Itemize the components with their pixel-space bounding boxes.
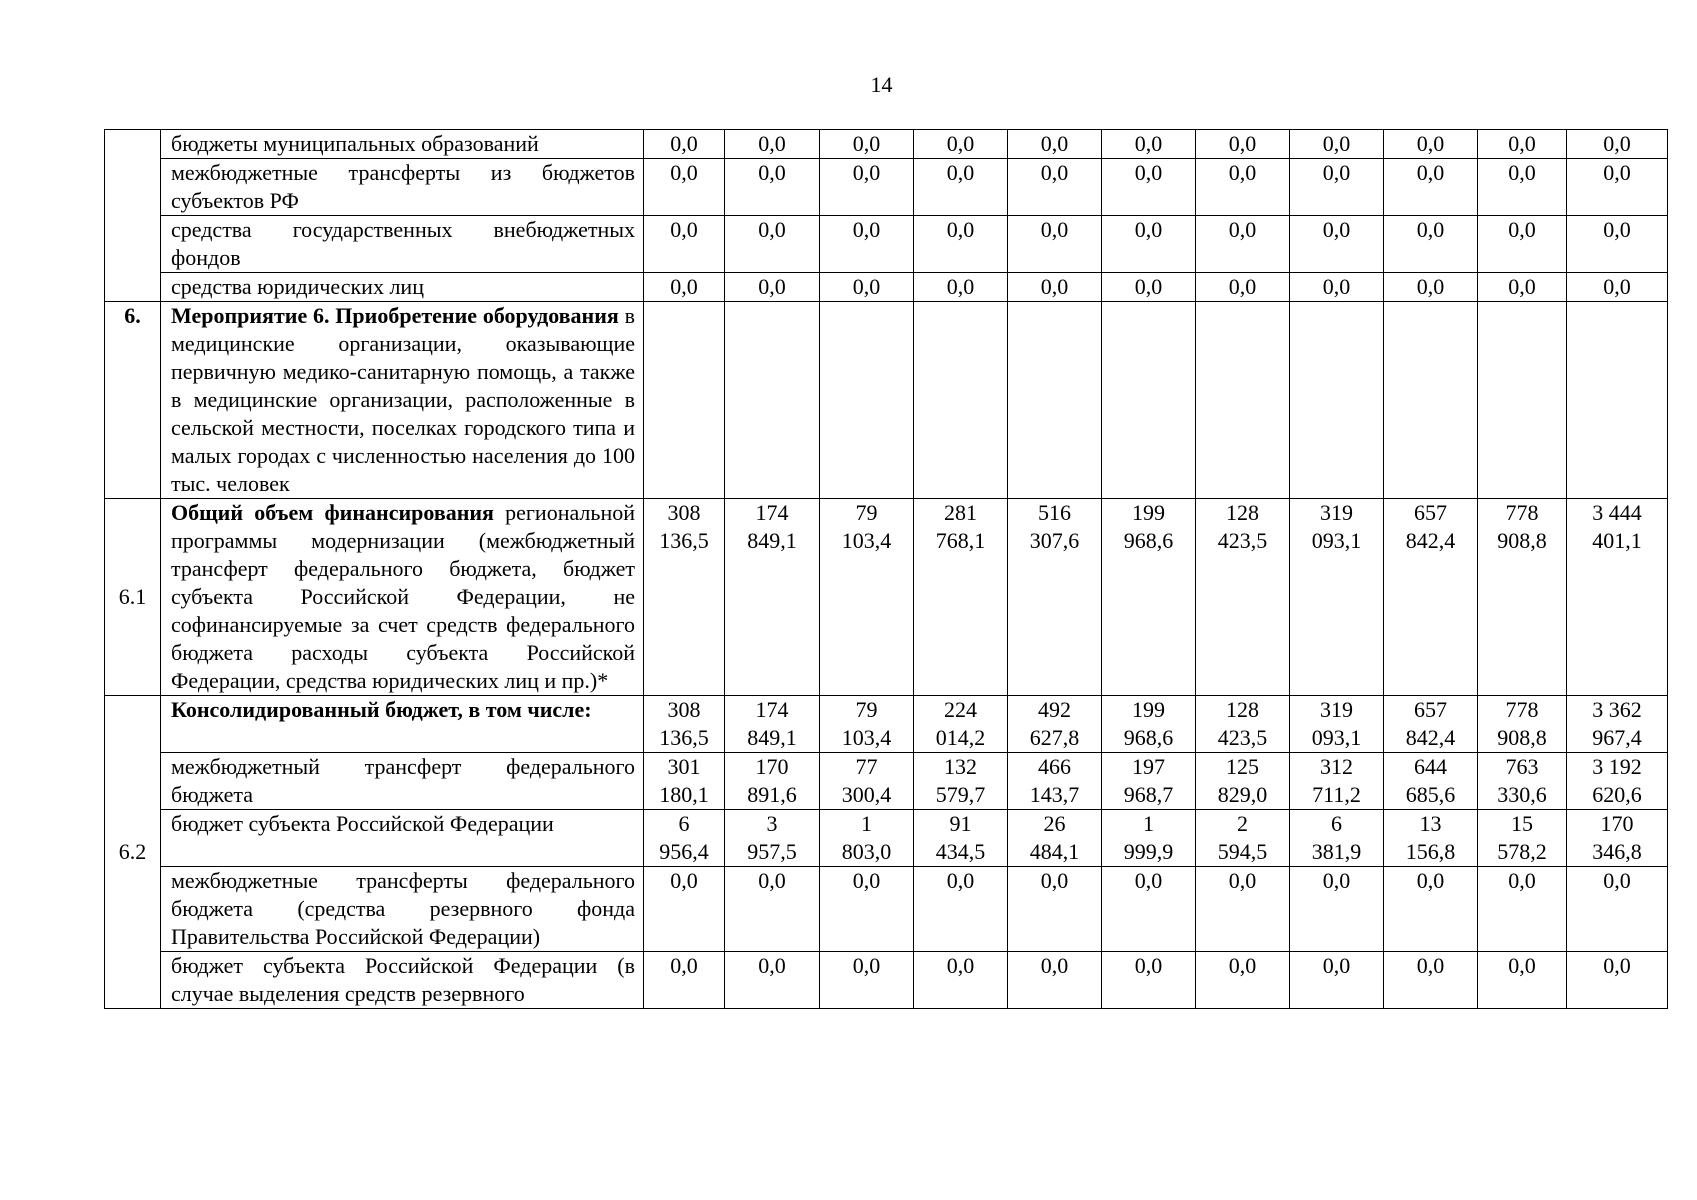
table-row: [105, 273, 1668, 302]
description-cell: межбюджетный трансферт федерального бюджета: [161, 753, 644, 810]
value-cell: 0,0: [820, 130, 914, 159]
value-cell: 0,0: [644, 867, 725, 952]
value-cell: 281 768,1: [914, 499, 1008, 696]
value-cell: 0,0: [1478, 130, 1567, 159]
value-cell: 128 423,5: [1196, 499, 1290, 696]
value-cell: 0,0: [1384, 159, 1478, 216]
value-cell: 0,0: [1290, 159, 1384, 216]
value-cell: 657 842,4: [1384, 499, 1478, 696]
value-cell: 0,0: [644, 952, 725, 1009]
value-cell: 170 891,6: [725, 753, 820, 810]
value-cell: [914, 302, 1008, 499]
value-cell: 0,0: [1567, 867, 1668, 952]
value-cell: 3 362 967,4: [1567, 696, 1668, 753]
value-cell: 224 014,2: [914, 696, 1008, 753]
value-cell: 644 685,6: [1384, 753, 1478, 810]
value-cell: 0,0: [1567, 952, 1668, 1009]
value-cell: 0,0: [820, 216, 914, 273]
description-cell: [161, 499, 644, 696]
value-cell: [1478, 302, 1567, 499]
value-cell: 0,0: [820, 952, 914, 1009]
value-cell: 125 829,0: [1196, 753, 1290, 810]
value-cell: 0,0: [725, 216, 820, 273]
value-cell: [1196, 302, 1290, 499]
value-cell: 2 594,5: [1196, 810, 1290, 867]
row-number-cell: [105, 130, 161, 302]
value-cell: 0,0: [1008, 952, 1102, 1009]
table-row: [105, 753, 1668, 810]
value-cell: [644, 302, 725, 499]
table-row: [105, 696, 1668, 753]
value-cell: 1 999,9: [1102, 810, 1196, 867]
value-cell: 301 180,1: [644, 753, 725, 810]
value-cell: 0,0: [1567, 159, 1668, 216]
value-cell: [1102, 302, 1196, 499]
value-cell: 0,0: [1384, 216, 1478, 273]
value-cell: 0,0: [1290, 216, 1384, 273]
value-cell: 0,0: [1102, 952, 1196, 1009]
value-cell: 0,0: [1290, 273, 1384, 302]
value-cell: 91 434,5: [914, 810, 1008, 867]
value-cell: 778 908,8: [1478, 696, 1567, 753]
value-cell: 0,0: [1008, 216, 1102, 273]
table-row: [105, 159, 1668, 216]
description-cell: [161, 302, 644, 499]
value-cell: 0,0: [1290, 130, 1384, 159]
value-cell: 6 381,9: [1290, 810, 1384, 867]
row-number-cell: 6.2: [105, 696, 161, 1009]
description-cell: средства государственных внебюджетных фондов: [161, 216, 644, 273]
value-cell: 0,0: [725, 130, 820, 159]
value-cell: 319 093,1: [1290, 499, 1384, 696]
value-cell: 79 103,4: [820, 499, 914, 696]
value-cell: 199 968,6: [1102, 499, 1196, 696]
section-row: [105, 302, 1668, 499]
value-cell: 15 578,2: [1478, 810, 1567, 867]
value-cell: 0,0: [1478, 867, 1567, 952]
value-cell: [820, 302, 914, 499]
value-cell: 0,0: [1102, 159, 1196, 216]
table-row: [105, 810, 1668, 867]
value-cell: 0,0: [914, 216, 1008, 273]
value-cell: 778 908,8: [1478, 499, 1567, 696]
value-cell: [1384, 302, 1478, 499]
value-cell: 170 346,8: [1567, 810, 1668, 867]
value-cell: 0,0: [1196, 216, 1290, 273]
value-cell: 0,0: [1008, 867, 1102, 952]
value-cell: 0,0: [914, 952, 1008, 1009]
description-cell: бюджет субъекта Российской Федерации: [161, 810, 644, 867]
value-cell: 0,0: [1196, 130, 1290, 159]
row-number-cell: 6.: [105, 302, 161, 499]
value-cell: 516 307,6: [1008, 499, 1102, 696]
value-cell: 0,0: [914, 867, 1008, 952]
value-cell: 0,0: [1196, 159, 1290, 216]
value-cell: 0,0: [1567, 216, 1668, 273]
description-cell: средства юридических лиц: [161, 273, 644, 302]
row-number-cell: 6.1: [105, 499, 161, 696]
value-cell: 0,0: [1478, 216, 1567, 273]
table-row: [105, 952, 1668, 1009]
page-number: 14: [870, 72, 893, 97]
value-cell: 0,0: [1008, 273, 1102, 302]
value-cell: 0,0: [820, 159, 914, 216]
title-rest: в медицинские организации, оказывающие первичную медико-санитарную помощь, а также в медицинские организации, расположенные в сельской местности, поселках городского типа и малых городах с численностью населения до 100 тыс. человек: [171, 303, 635, 496]
table-row: [105, 130, 1668, 159]
value-cell: 308 136,5: [644, 499, 725, 696]
value-cell: 0,0: [1290, 952, 1384, 1009]
description-cell: Консолидированный бюджет, в том числе:: [161, 696, 644, 753]
value-cell: 0,0: [644, 159, 725, 216]
value-cell: [1008, 302, 1102, 499]
description-cell: межбюджетные трансферты федерального бюджета (средства резервного фонда Правительства Российской Федерации): [161, 867, 644, 952]
value-cell: 0,0: [1196, 867, 1290, 952]
value-cell: 3 444 401,1: [1567, 499, 1668, 696]
value-cell: 0,0: [1384, 867, 1478, 952]
value-cell: [725, 302, 820, 499]
value-cell: 1 803,0: [820, 810, 914, 867]
value-cell: 0,0: [725, 867, 820, 952]
value-cell: 312 711,2: [1290, 753, 1384, 810]
value-cell: 0,0: [1478, 952, 1567, 1009]
value-cell: 13 156,8: [1384, 810, 1478, 867]
value-cell: 0,0: [1008, 130, 1102, 159]
table-row: [105, 499, 1668, 696]
value-cell: 466 143,7: [1008, 753, 1102, 810]
bold-title: Мероприятие 6. Приобретение оборудования: [171, 303, 619, 328]
value-cell: 0,0: [644, 130, 725, 159]
title-rest: региональной программы модернизации (межбюджетный трансферт федерального бюджета, бюджет субъекта Российской Федерации, не софинансируемые за счет средств федерального бюджета расходы субъекта Российской Федерации, средства юридических лиц и пр.)*: [171, 500, 635, 693]
value-cell: 132 579,7: [914, 753, 1008, 810]
value-cell: 0,0: [644, 216, 725, 273]
value-cell: 0,0: [1478, 159, 1567, 216]
value-cell: 308 136,5: [644, 696, 725, 753]
value-cell: 197 968,7: [1102, 753, 1196, 810]
value-cell: 0,0: [820, 273, 914, 302]
value-cell: 319 093,1: [1290, 696, 1384, 753]
value-cell: 0,0: [1008, 159, 1102, 216]
value-cell: 763 330,6: [1478, 753, 1567, 810]
value-cell: 0,0: [1102, 130, 1196, 159]
value-cell: [1290, 302, 1384, 499]
value-cell: 492 627,8: [1008, 696, 1102, 753]
value-cell: 174 849,1: [725, 696, 820, 753]
description-cell: бюджеты муниципальных образований: [161, 130, 644, 159]
value-cell: 79 103,4: [820, 696, 914, 753]
value-cell: 0,0: [1290, 867, 1384, 952]
value-cell: 0,0: [644, 273, 725, 302]
table-body: [105, 130, 1668, 1009]
financing-table: [104, 129, 1668, 1009]
value-cell: 0,0: [725, 952, 820, 1009]
value-cell: 0,0: [1478, 273, 1567, 302]
value-cell: 199 968,6: [1102, 696, 1196, 753]
value-cell: 6 956,4: [644, 810, 725, 867]
value-cell: 0,0: [1102, 216, 1196, 273]
value-cell: 0,0: [1384, 273, 1478, 302]
description-cell: межбюджетные трансферты из бюджетов субъектов РФ: [161, 159, 644, 216]
value-cell: 0,0: [1196, 273, 1290, 302]
value-cell: 3 957,5: [725, 810, 820, 867]
value-cell: 26 484,1: [1008, 810, 1102, 867]
value-cell: 0,0: [914, 130, 1008, 159]
table-row: [105, 867, 1668, 952]
value-cell: 0,0: [1384, 952, 1478, 1009]
value-cell: 0,0: [1567, 130, 1668, 159]
value-cell: 0,0: [914, 159, 1008, 216]
value-cell: 0,0: [1196, 952, 1290, 1009]
value-cell: [1567, 302, 1668, 499]
value-cell: 0,0: [725, 273, 820, 302]
value-cell: 0,0: [1102, 273, 1196, 302]
value-cell: 0,0: [1384, 130, 1478, 159]
value-cell: 0,0: [1567, 273, 1668, 302]
value-cell: 657 842,4: [1384, 696, 1478, 753]
table-row: [105, 216, 1668, 273]
value-cell: 174 849,1: [725, 499, 820, 696]
value-cell: 77 300,4: [820, 753, 914, 810]
value-cell: 128 423,5: [1196, 696, 1290, 753]
value-cell: 0,0: [1102, 867, 1196, 952]
value-cell: 0,0: [725, 159, 820, 216]
value-cell: 3 192 620,6: [1567, 753, 1668, 810]
value-cell: 0,0: [820, 867, 914, 952]
bold-title: Общий объем финансирования: [171, 500, 494, 525]
value-cell: 0,0: [914, 273, 1008, 302]
description-cell: бюджет субъекта Российской Федерации (в случае выделения средств резервного: [161, 952, 644, 1009]
